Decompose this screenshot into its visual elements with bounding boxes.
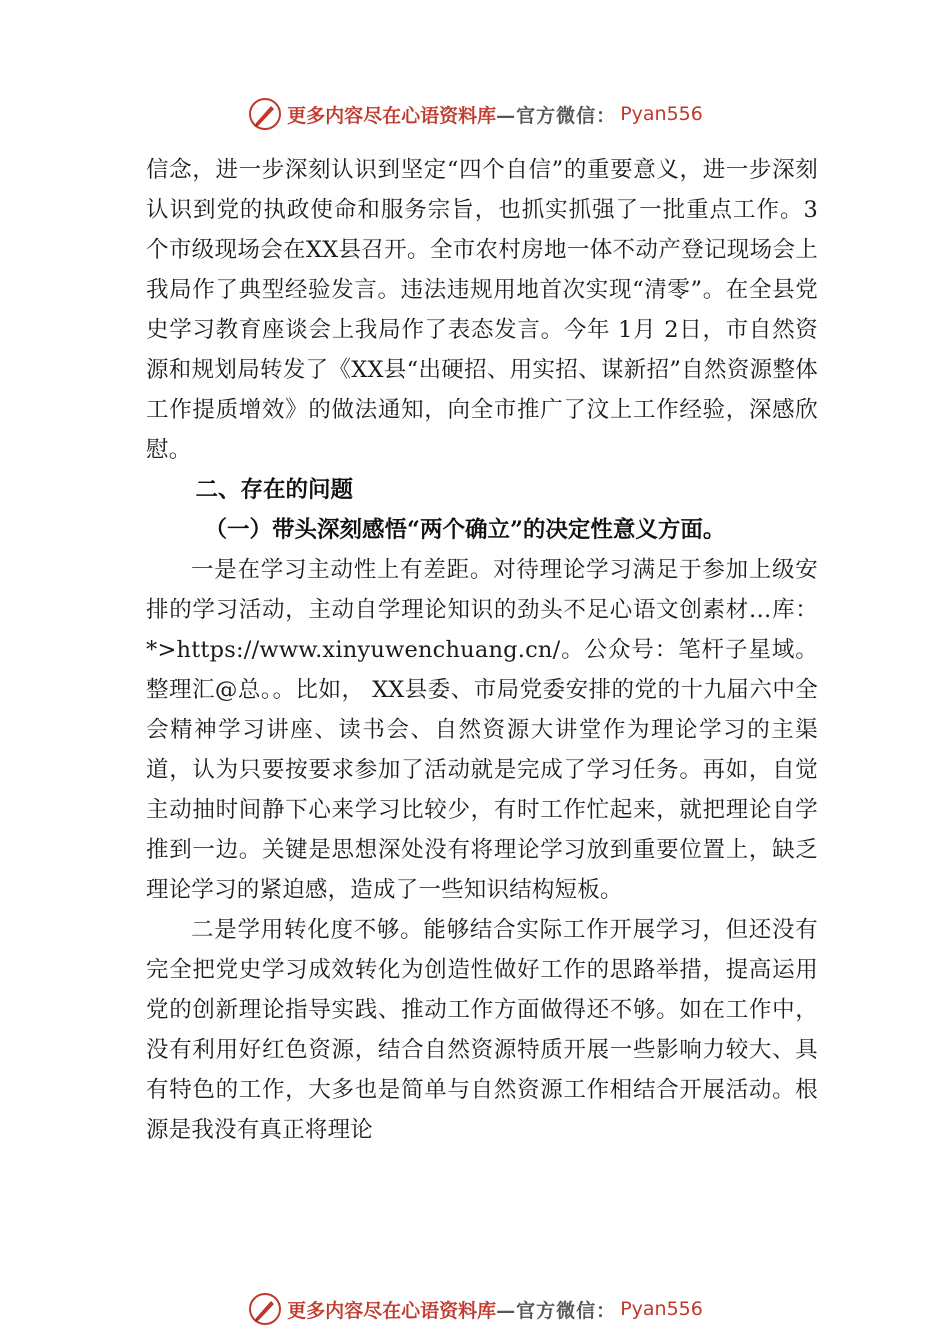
- pen-logo-icon: [247, 1291, 283, 1327]
- pen-logo-icon: [247, 96, 283, 132]
- banner-account: Pyan556: [620, 1298, 703, 1320]
- banner-dash: —官方微信：: [496, 1299, 617, 1322]
- document-body: [146, 150, 818, 1150]
- footer-banner: [0, 1289, 950, 1329]
- section-heading: 二、存在的问题: [195, 477, 354, 503]
- banner-dash: —官方微信：: [496, 104, 617, 127]
- paragraph-2: 一是在学习主动性上有差距。对待理论学习满足于参加上级安排的学习活动，主动自学理论知识的劲头不足心语文创素材…库：*>https://www.xinyuwenchuang.cn/。公众号：笔杆子星域。整理汇@总。。比如， XX县委、市局党委安排的党的十九届六中全会精神学习讲座、读书会、自然资源大讲堂作为理论学习的主渠道，认为只要按要求参加了活动就是完成了学习任务。再如，自觉主动抽时间静下心来学习比较少，有时工作忙起来，就把理论自学推到一边。关键是思想深处没有将理论学习放到重要位置上，缺乏理论学习的紧迫感，造成了一些知识结构短板。: [146, 557, 818, 903]
- paragraph-3: 二是学用转化度不够。能够结合实际工作开展学习，但还没有完全把党史学习成效转化为创造性做好工作的思路举措，提高运用党的创新理论指导实践、推动工作方面做得还不够。如在工作中，没有利用好红色资源，结合自然资源特质开展一些影响力较大、具有特色的工作，大多也是简单与自然资源工作相结合开展活动。根源是我没有真正将理论: [146, 917, 818, 1143]
- banner-account: Pyan556: [620, 103, 703, 125]
- paragraph-1: 信念，进一步深刻认识到坚定“四个自信”的重要意义，进一步深刻认识到党的执政使命和服务宗旨，也抓实抓强了一批重点工作。3 个市级现场会在XX县召开。全市农村房地一体不动产登记现场会上我局作了典型经验发言。违法违规用地首次实现“清零”。在全县党史学习教育座谈会上我局作了表态发言。今年 1月 2日，市自然资源和规划局转发了《XX县“出硬招、用实招、谋新招”自然资源整体工作提质增效》的做法通知，向全市推广了汶上工作经验，深感欣慰。: [146, 157, 818, 463]
- banner-lead: 更多内容尽在心语资料库: [287, 104, 497, 127]
- subsection-heading: （一）带头深刻感悟“两个确立”的决定性意义方面。: [204, 517, 726, 543]
- header-banner: [0, 94, 950, 134]
- banner-lead: 更多内容尽在心语资料库: [287, 1299, 497, 1322]
